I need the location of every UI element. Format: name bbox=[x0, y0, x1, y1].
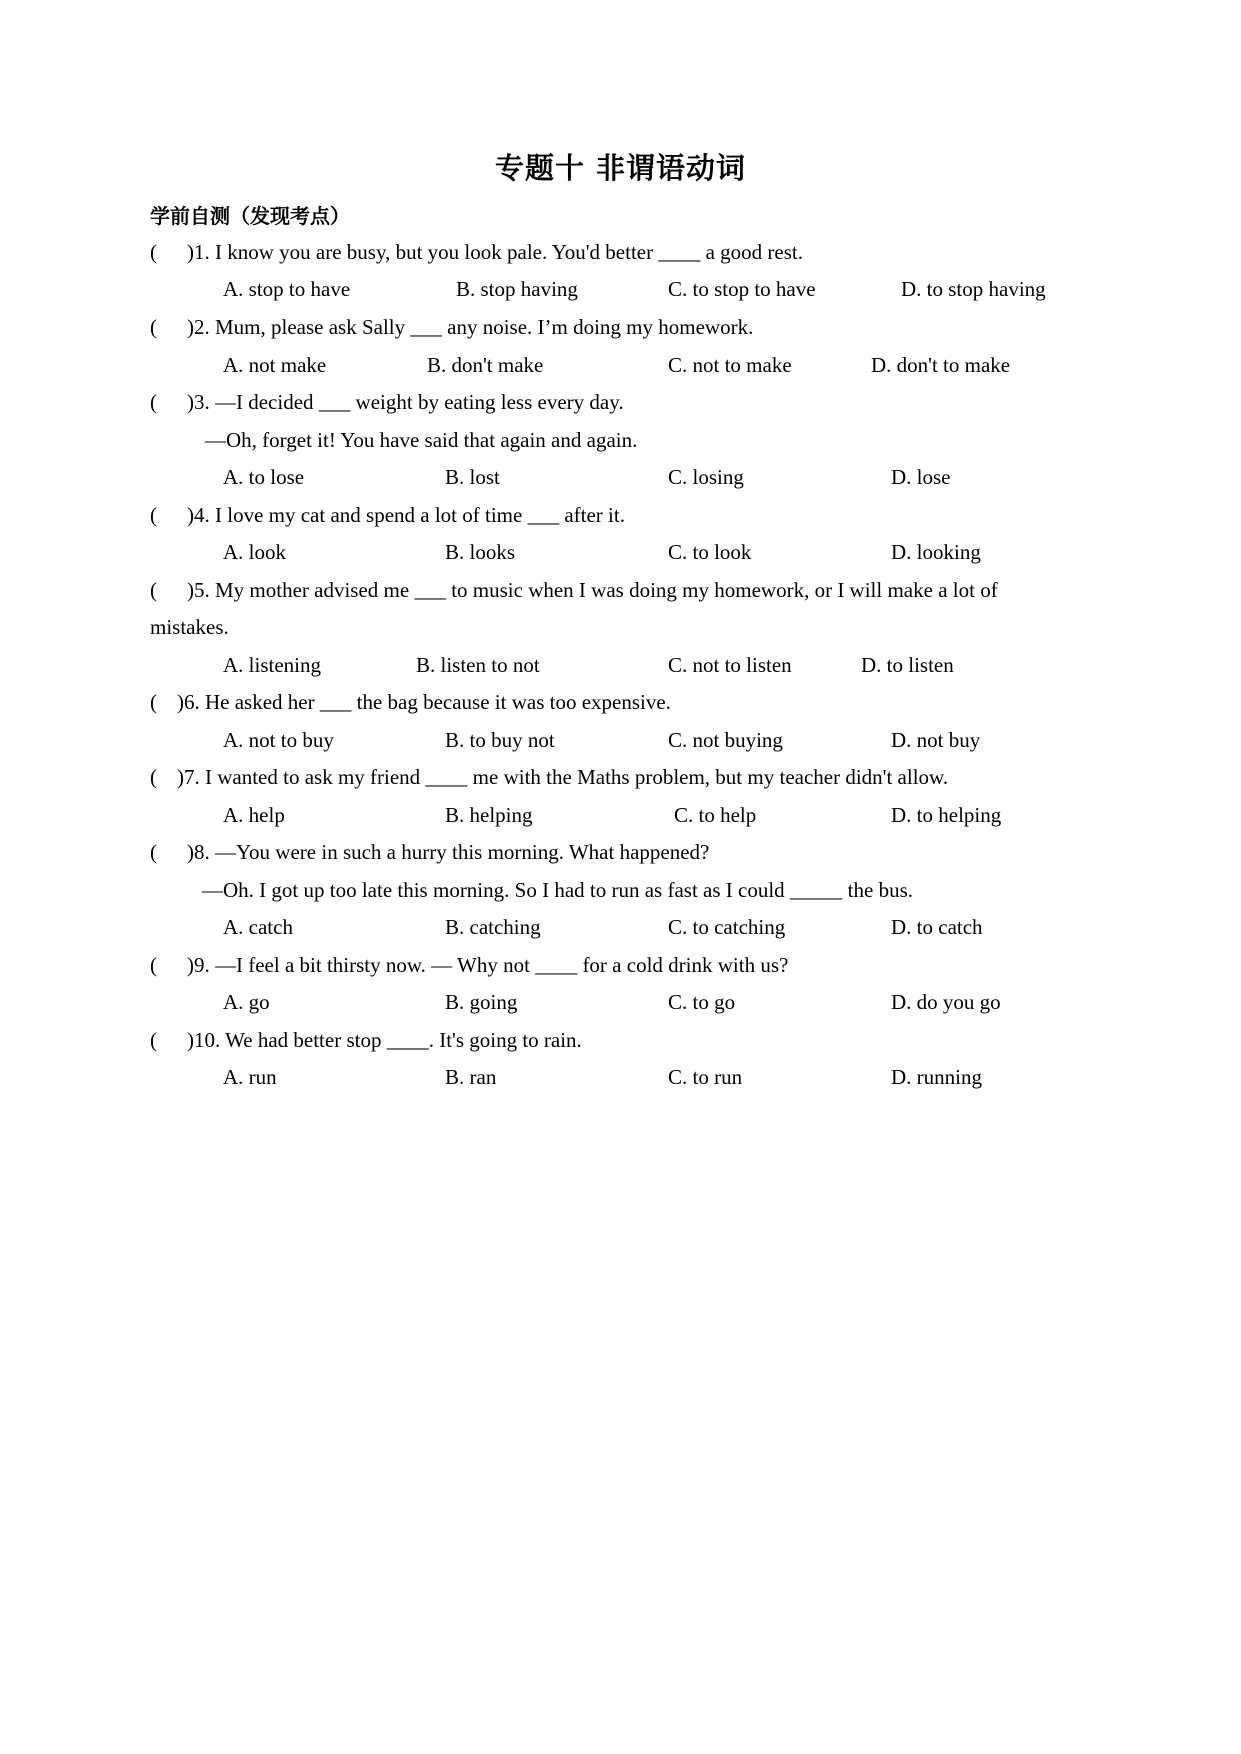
option-a: A. look bbox=[223, 540, 286, 564]
option-a: A. help bbox=[223, 803, 285, 827]
option-a: A. stop to have bbox=[223, 277, 351, 301]
question-4-stem: )4. I love my cat and spend a lot of time ___ after it. bbox=[187, 503, 625, 527]
option-c: C. not to listen bbox=[668, 653, 792, 677]
option-d: D. lose bbox=[891, 465, 951, 489]
option-b: B. don't make bbox=[427, 353, 544, 377]
question-7-stem: )7. I wanted to ask my friend ____ me with the Maths problem, but my teacher didn't allow. bbox=[177, 765, 949, 789]
option-d: D. to stop having bbox=[901, 277, 1046, 301]
question-1: ( )1. I know you are busy, but you look pale. You'd better ____ a good rest. bbox=[150, 240, 804, 264]
option-d: D. to catch bbox=[891, 915, 983, 939]
option-c: C. to look bbox=[668, 540, 752, 564]
option-b: B. catching bbox=[445, 915, 541, 939]
option-a: A. run bbox=[223, 1065, 277, 1089]
option-d: D. don't to make bbox=[871, 353, 1011, 377]
option-a: A. not make bbox=[223, 353, 327, 377]
option-c: C. losing bbox=[668, 465, 744, 489]
question-6: ( )6. He asked her ___ the bag because it was too expensive. bbox=[150, 690, 671, 714]
option-c: C. to go bbox=[668, 990, 736, 1014]
option-d: D. to helping bbox=[891, 803, 1002, 827]
option-c: C. not buying bbox=[668, 728, 783, 752]
option-a: A. go bbox=[223, 990, 270, 1014]
option-c: C. not to make bbox=[668, 353, 792, 377]
option-b: B. lost bbox=[445, 465, 500, 489]
question-5-stem: )5. My mother advised me ___ to music when I was doing my homework, or I will make a lot of bbox=[187, 578, 998, 602]
question-3: ( )3. —I decided ___ weight by eating less every day. bbox=[150, 390, 624, 414]
question-8: ( )8. —You were in such a hurry this morning. What happened? bbox=[150, 840, 710, 864]
option-b: B. going bbox=[445, 990, 518, 1014]
section-heading: 学前自测（发现考点） bbox=[150, 204, 350, 228]
question-3-reply: —Oh, forget it! You have said that again and again. bbox=[205, 428, 638, 452]
question-2: ( )2. Mum, please ask Sally ___ any noise. I’m doing my homework. bbox=[150, 315, 754, 339]
question-10: ( )10. We had better stop ____. It's going to rain. bbox=[150, 1028, 582, 1052]
question-10-stem: )10. We had better stop ____. It's going to rain. bbox=[187, 1028, 582, 1052]
question-3-stem: )3. —I decided ___ weight by eating less every day. bbox=[187, 390, 624, 414]
option-c: C. to stop to have bbox=[668, 277, 816, 301]
option-d: D. running bbox=[891, 1065, 982, 1089]
option-a: A. catch bbox=[223, 915, 293, 939]
option-c: C. to run bbox=[668, 1065, 743, 1089]
question-9: ( )9. —I feel a bit thirsty now. — Why not ____ for a cold drink with us? bbox=[150, 953, 789, 977]
option-a: A. to lose bbox=[223, 465, 305, 489]
question-4: ( )4. I love my cat and spend a lot of time ___ after it. bbox=[150, 503, 625, 527]
question-1-stem: )1. I know you are busy, but you look pale. You'd better ____ a good rest. bbox=[187, 240, 804, 264]
question-8-stem: )8. —You were in such a hurry this morning. What happened? bbox=[187, 840, 710, 864]
option-d: D. looking bbox=[891, 540, 981, 564]
option-c: C. to help bbox=[674, 803, 757, 827]
option-b: B. helping bbox=[445, 803, 533, 827]
worksheet-title: 专题十 非谓语动词 bbox=[494, 151, 747, 185]
option-b: B. listen to not bbox=[416, 653, 540, 677]
question-5-continuation: mistakes. bbox=[150, 615, 229, 639]
question-9-stem: )9. —I feel a bit thirsty now. — Why not ____ for a cold drink with us? bbox=[187, 953, 789, 977]
question-8-reply: —Oh. I got up too late this morning. So I had to run as fast as I could _____ the bus. bbox=[202, 878, 913, 902]
question-2-stem: )2. Mum, please ask Sally ___ any noise. I’m doing my homework. bbox=[187, 315, 754, 339]
option-d: D. do you go bbox=[891, 990, 1001, 1014]
question-5: ( )5. My mother advised me ___ to music when I was doing my homework, or I will make a lot of bbox=[150, 578, 998, 602]
question-6-stem: )6. He asked her ___ the bag because it was too expensive. bbox=[177, 690, 671, 714]
option-b: B. looks bbox=[445, 540, 516, 564]
option-b: B. ran bbox=[445, 1065, 497, 1089]
option-a: A. not to buy bbox=[223, 728, 334, 752]
option-b: B. stop having bbox=[456, 277, 578, 301]
option-d: D. to listen bbox=[861, 653, 954, 677]
option-a: A. listening bbox=[223, 653, 321, 677]
question-7: ( )7. I wanted to ask my friend ____ me with the Maths problem, but my teacher didn't allow. bbox=[150, 765, 949, 789]
option-b: B. to buy not bbox=[445, 728, 555, 752]
option-d: D. not buy bbox=[891, 728, 981, 752]
option-c: C. to catching bbox=[668, 915, 786, 939]
